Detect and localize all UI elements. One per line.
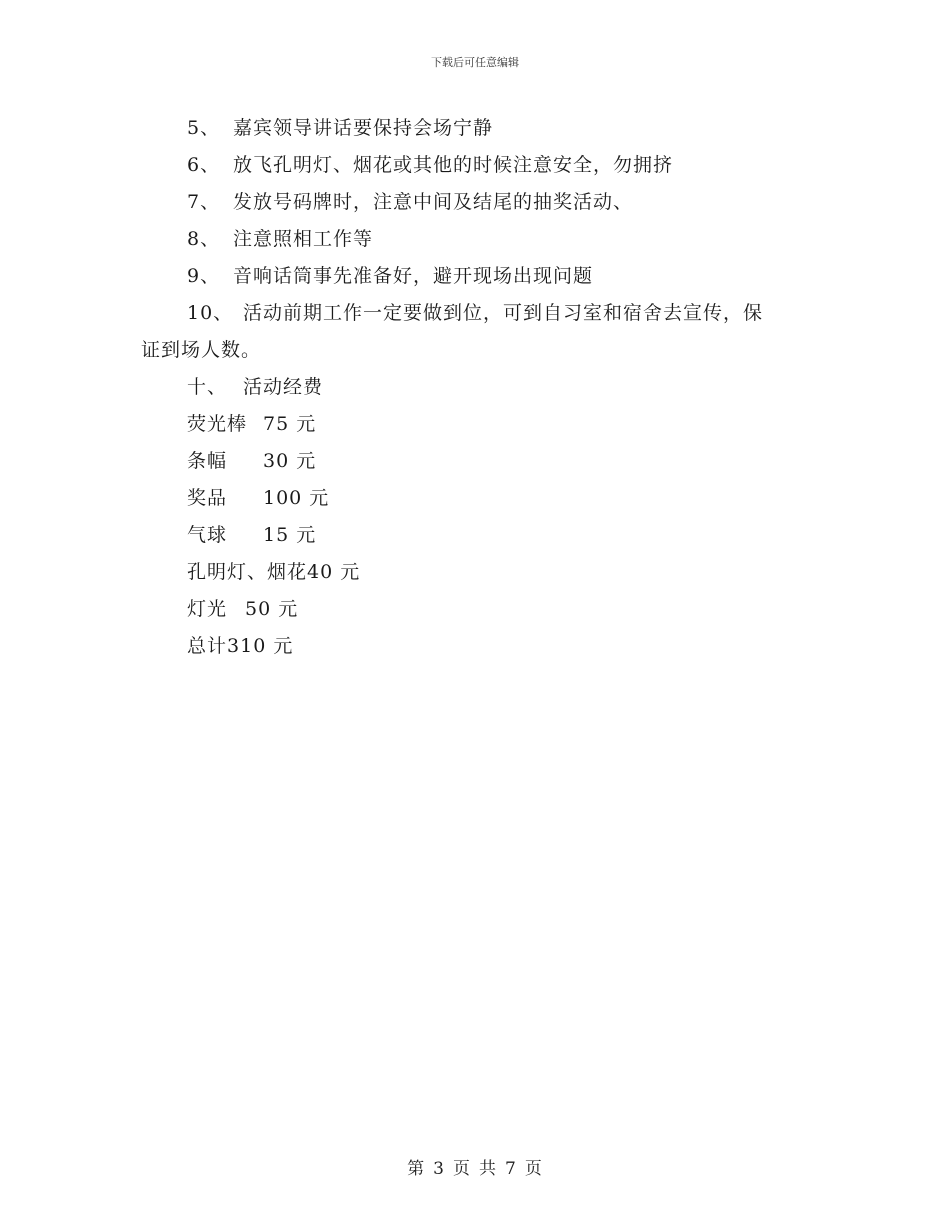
note-number: 8、 [187,228,221,250]
cost-item-amount: 30 元 [263,450,317,472]
section-number: 十、 [187,376,228,398]
cost-total-label: 总计 [187,635,228,657]
note-item-5 [141,110,811,147]
footer-total-pages: 7 [505,1159,517,1179]
note-text: 放飞孔明灯、烟花或其他的时候注意安全，勿拥挤 [233,154,674,176]
cost-total [141,628,811,665]
note-text: 发放号码牌时，注意中间及结尾的抽奖活动、 [233,191,634,213]
cost-item-amount: 75 元 [263,413,317,435]
page-footer [0,1154,950,1179]
cost-item-name: 孔明灯、烟花 [187,561,308,583]
section-title: 活动经费 [243,376,324,398]
cost-item-amount: 15 元 [263,524,317,546]
cost-item [141,554,811,591]
footer-page-number: 3 [433,1159,445,1179]
note-item-7 [141,184,811,221]
note-number: 5、 [187,117,221,139]
footer-page-word: 页 [453,1159,471,1179]
cost-item-name: 气球 [187,524,228,546]
note-number: 6、 [187,154,221,176]
cost-total-amount: 310 元 [227,635,294,657]
cost-item-name: 灯光 [187,598,228,620]
cost-item-name: 奖品 [187,487,228,509]
cost-item [141,406,811,443]
section-heading [141,369,811,406]
page-header: 下载后可任意编辑 [431,56,519,69]
note-text-continued: 证到场人数。 [141,339,262,361]
note-item-10 [141,295,811,332]
cost-item [141,591,811,628]
note-item-10-continued [141,332,811,369]
note-item-6 [141,147,811,184]
note-text: 注意照相工作等 [233,228,374,250]
note-text: 嘉宾领导讲话要保持会场宁静 [233,117,494,139]
note-item-8 [141,221,811,258]
cost-item-name: 条幅 [187,450,228,472]
cost-item [141,480,811,517]
cost-item-amount: 50 元 [245,598,299,620]
note-number: 9、 [187,265,221,287]
footer-suffix: 页 [524,1159,543,1179]
footer-prefix: 第 [407,1159,426,1179]
cost-item-amount: 40 元 [307,561,361,583]
note-number: 7、 [187,191,221,213]
note-item-9 [141,258,811,295]
note-text: 活动前期工作一定要做到位，可到自习室和宿舍去宣传，保 [243,302,764,324]
cost-item [141,443,811,480]
footer-total-word: 共 [479,1159,497,1179]
cost-item-amount: 100 元 [263,487,330,509]
note-text: 音响话筒事先准备好，避开现场出现问题 [233,265,594,287]
note-number: 10、 [187,302,234,324]
cost-item-name: 荧光棒 [187,413,248,435]
document-body [141,110,811,665]
cost-item [141,517,811,554]
